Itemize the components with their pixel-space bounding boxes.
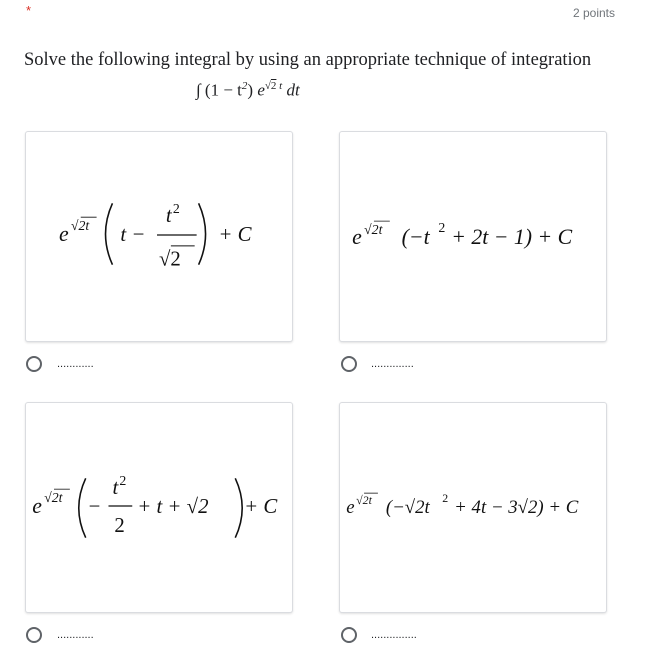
- opt4-body-a: (−√2t: [385, 496, 430, 518]
- opt1-lead: t −: [120, 222, 146, 246]
- opt1-num-exp: 2: [172, 201, 180, 217]
- opt2-body-b: + 2t − 1) + C: [451, 224, 573, 249]
- option-2-card[interactable]: [339, 131, 607, 342]
- opt4-body-b: + 4t − 3√2) + C: [454, 496, 579, 518]
- option-3-radio[interactable]: [26, 627, 42, 643]
- opt3-den: 2: [114, 513, 125, 537]
- option-1-card[interactable]: [25, 131, 293, 342]
- option-4-radio[interactable]: [341, 627, 357, 643]
- option-1-formula: [26, 132, 292, 341]
- opt4-e: e: [346, 496, 355, 518]
- opt3-minus: −: [88, 494, 101, 518]
- opt3-left-paren: [79, 478, 86, 537]
- opt1-exp: √2t: [70, 218, 90, 234]
- option-1-radio[interactable]: [26, 356, 42, 372]
- opt3-mid: + t + √2: [137, 494, 209, 518]
- opt3-right-paren: [235, 478, 242, 537]
- option-4-card[interactable]: [339, 402, 607, 613]
- integral-root-arg: 2: [270, 80, 277, 92]
- integral-close: ): [247, 80, 254, 100]
- integral-sign: ∫: [196, 80, 201, 100]
- option-1-label: ............: [57, 358, 94, 370]
- integral-open: (1 − t: [204, 80, 242, 100]
- opt1-e: e: [58, 221, 69, 246]
- opt2-body-a: (−t: [401, 224, 430, 249]
- question-integral: [196, 80, 300, 101]
- opt3-exp: √2t: [44, 490, 63, 506]
- option-3-formula: [26, 403, 292, 612]
- opt4-body-exp: 2: [442, 491, 449, 506]
- integral-root: √: [264, 80, 271, 92]
- points-label: 2 points: [572, 6, 615, 20]
- opt3-tail: + C: [244, 494, 278, 518]
- opt1-num: t: [165, 204, 172, 228]
- opt4-exp: √2t: [356, 493, 372, 508]
- opt2-e: e: [352, 224, 362, 249]
- option-3-label: ............: [57, 629, 94, 641]
- opt3-num: t: [112, 476, 119, 500]
- option-4-label: ...............: [371, 629, 417, 641]
- integral-exponent: 2: [241, 80, 248, 92]
- integral-dt: dt: [286, 80, 300, 100]
- opt3-num-exp: 2: [119, 473, 127, 489]
- option-4-formula: [340, 403, 606, 612]
- option-2-radio[interactable]: [341, 356, 357, 372]
- question-text: Solve the following integral by using an appropriate technique of integration: [24, 50, 592, 70]
- integral-e: e: [257, 80, 265, 100]
- integral-t: t: [276, 80, 283, 92]
- opt2-body-exp: 2: [438, 220, 446, 236]
- opt1-den: √2: [159, 247, 181, 271]
- opt1-tail: + C: [218, 222, 252, 246]
- option-2-label: ..............: [371, 358, 414, 370]
- opt2-exp: √2t: [364, 222, 383, 238]
- opt1-left-paren: [106, 203, 113, 264]
- option-2-formula: [340, 132, 606, 341]
- required-marker: *: [26, 3, 32, 18]
- opt3-e: e: [32, 493, 42, 518]
- opt1-right-paren: [199, 203, 206, 264]
- option-3-card[interactable]: [25, 402, 293, 613]
